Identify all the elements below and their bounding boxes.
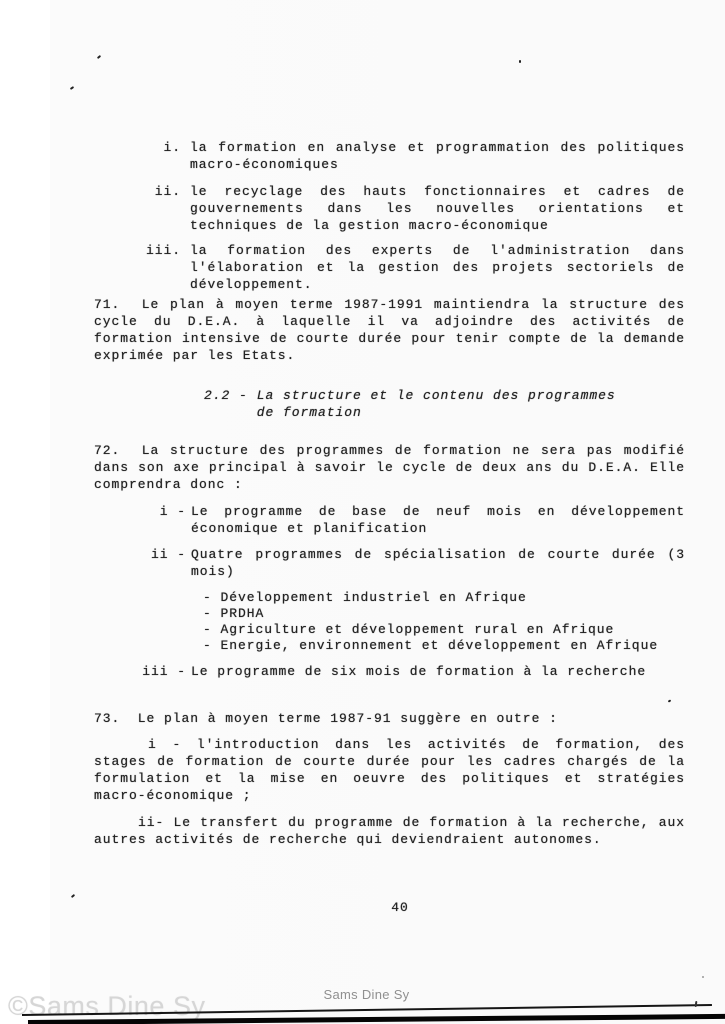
copyright-watermark: ©Sams Dine Sy	[8, 991, 206, 1021]
dash-item: - Développement industriel en Afrique	[203, 590, 527, 605]
paragraph-72: 72. La structure des programmes de formation ne sera pas modifié dans son axe principal à savoir le cycle de deux ans du D.E.A. Elle comprendra donc :	[94, 443, 685, 492]
list2-item-ii	[94, 546, 685, 580]
scan-speck	[519, 60, 521, 63]
dash-item: - Agriculture et développement rural en Afrique	[203, 622, 615, 637]
list-marker: i.	[163, 140, 181, 155]
list-marker: ii.	[154, 184, 181, 199]
list-item-text: Quatre programmes de spécialisation de courte durée (3 mois)	[191, 547, 685, 579]
list-item-ii	[94, 183, 685, 234]
section-number: 2.2 -	[204, 388, 248, 403]
dash-item: - PRDHA	[203, 606, 265, 621]
section-title-line2: de formation	[256, 405, 362, 420]
section-title	[257, 387, 616, 421]
scan-speck	[702, 976, 704, 978]
list-marker: i -	[159, 504, 186, 519]
list-item-text: la formation des experts de l'administration dans l'élaboration et la gestion des projets sectoriels de développement.	[190, 243, 685, 292]
page-number: 40	[391, 900, 409, 915]
footer-author-name: Sams Dine Sy	[323, 987, 410, 1002]
list-marker: iii.	[145, 243, 181, 258]
document-body	[94, 0, 685, 916]
list-item-text: le recyclage des hauts fonctionnaires et cadres de gouvernements dans les nouvelles orientations et techniques de la gestion macro-économique	[190, 184, 685, 233]
paragraph-73-item-ii: ii- Le transfert du programme de formation à la recherche, aux autres activités de recherche qui deviendraient autonomes.	[94, 815, 685, 847]
dash-item: - Energie, environnement et développement en Afrique	[203, 638, 659, 653]
list-item-text: Le programme de base de neuf mois en développement économique et planification	[191, 504, 685, 536]
paragraph-71: 71. Le plan à moyen terme 1987-1991 maintiendra la structure des cycle du D.E.A. à laquelle il va adjoindre des activités de formation intensive de courte durée pour tenir compte de la demande exprimée par les Etats.	[94, 297, 685, 363]
section-title-line1: La structure et le contenu des programmes	[256, 388, 616, 403]
list-item-iii	[94, 242, 685, 293]
scan-speck	[71, 894, 75, 898]
list2-item-iii	[94, 663, 685, 680]
list2-item-i	[94, 503, 685, 537]
section-heading-2-2	[94, 387, 685, 421]
paragraph-73-item-i: i - l'introduction dans les activités de formation, des stages de formation de courte durée pour les cadres chargés de la formulation et la mise en oeuvre des politiques et stratégies macro-économique ;	[94, 737, 685, 803]
dash-sublist	[94, 590, 685, 654]
list-item-text: Le programme de six mois de formation à la recherche	[191, 664, 647, 679]
scan-speck	[70, 86, 74, 90]
list-marker: iii -	[142, 664, 186, 679]
paragraph-73-intro: 73. Le plan à moyen terme 1987-91 suggère en outre :	[94, 711, 558, 726]
list-marker: ii -	[150, 547, 186, 562]
list-item-text: la formation en analyse et programmation des politiques macro-économiques	[190, 140, 685, 172]
list-item-i	[94, 139, 685, 173]
